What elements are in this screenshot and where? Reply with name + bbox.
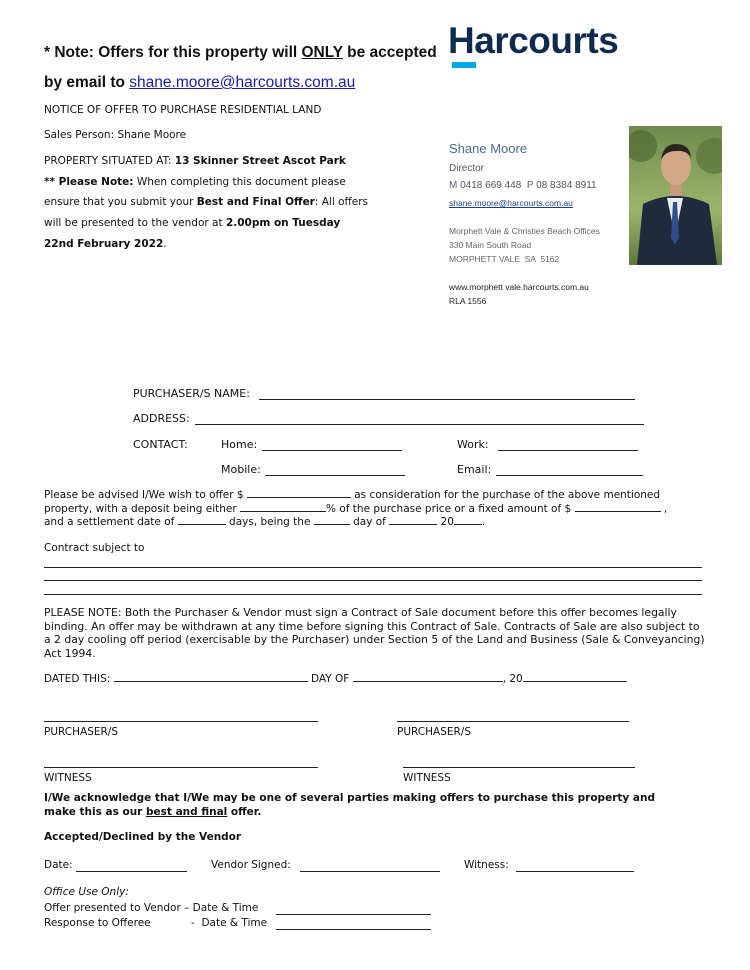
dated-year-field[interactable]	[523, 681, 627, 682]
acknowledge-line1: I/We acknowledge that I/We may be one of several parties making offers to purchase this property and	[44, 792, 655, 804]
email-field[interactable]	[496, 475, 643, 476]
offer-amount-field[interactable]	[247, 497, 351, 498]
settlement-days-field[interactable]	[178, 524, 226, 525]
offer-presented-field[interactable]	[276, 914, 431, 915]
vendor-date-field[interactable]	[76, 871, 187, 872]
vendor-heading: Accepted/Declined by the Vendor	[44, 831, 242, 843]
legal-note: PLEASE NOTE: Both the Purchaser & Vendor must sign a Contract of Sale document before this offer becomes legally binding. An offer may be withdrawn at any time before signing this Contract of Sale. Contracts of Sale are also subject to a 2 day cooling off period (exercisable by the Purchaser) under Section 5 of the Land and Business (Sale & Conveyancing) Act 1994.	[44, 606, 705, 660]
purchaser-label-left: PURCHASER/S	[44, 726, 118, 738]
response-datetime-label: - Date & Time	[191, 917, 271, 929]
acknowledge-line2: make this as our best and final offer.	[44, 806, 262, 818]
contact-label: CONTACT:	[133, 438, 188, 451]
please-note-line2: ensure that you submit your Best and Final Offer: All offers	[44, 196, 369, 208]
email-label: Email:	[457, 463, 492, 476]
purchaser-label-right: PURCHASER/S	[397, 726, 471, 738]
agent-photo	[629, 126, 722, 265]
offer-email-note: * Note: Offers for this property will ONLY be accepted	[44, 44, 437, 61]
notice-title: NOTICE OF OFFER TO PURCHASE RESIDENTIAL LAND	[44, 104, 322, 116]
work-label: Work:	[457, 438, 489, 451]
offer-email-link[interactable]: shane.moore@harcourts.com.au	[129, 74, 356, 91]
offer-line3: and a settlement date of days, being the day of 20 .	[44, 516, 486, 528]
office-name: Morphett Vale & Christies Beach Offices	[449, 226, 600, 236]
dated-line: DATED THIS: DAY OF , 20	[44, 673, 627, 685]
office-website: www.morphett vale.harcourts.com.au	[449, 282, 589, 292]
mobile-phone-field[interactable]	[265, 475, 405, 476]
please-note-line4: 22nd February 2022.	[44, 238, 167, 250]
settlement-day-field[interactable]	[314, 524, 350, 525]
agent-name: Shane Moore	[449, 141, 528, 156]
response-datetime-field[interactable]	[276, 929, 431, 930]
purchaser-name-field[interactable]	[259, 399, 635, 400]
agent-phones: M 0418 669 448 P 08 8384 8911	[449, 180, 597, 191]
witness-signature-right[interactable]	[403, 767, 635, 768]
sales-person: Sales Person: Shane Moore	[44, 129, 187, 141]
purchaser-name-label: PURCHASER/S NAME:	[133, 387, 254, 400]
offer-line1: Please be advised I/We wish to offer $ as consideration for the purchase of the above mentioned	[44, 489, 661, 501]
office-street: 330 Main South Road	[449, 240, 532, 250]
deposit-amount-field[interactable]	[575, 511, 661, 512]
contract-subject-line-1[interactable]	[44, 567, 702, 568]
harcourts-logo: Harcourts	[448, 20, 619, 61]
dated-day-field[interactable]	[114, 681, 308, 682]
settlement-year-field[interactable]	[454, 524, 482, 525]
contract-subject-label: Contract subject to	[44, 542, 145, 554]
vendor-witness-label: Witness:	[464, 859, 513, 871]
office-rla: RLA 1556	[449, 296, 487, 306]
work-phone-field[interactable]	[498, 450, 638, 451]
address-label: ADDRESS:	[133, 412, 194, 425]
agent-title: Director	[449, 163, 485, 174]
purchaser-signature-right[interactable]	[397, 721, 629, 722]
contract-subject-line-2[interactable]	[44, 580, 702, 581]
witness-label-left: WITNESS	[44, 772, 92, 784]
offer-presented-label: Offer presented to Vendor – Date & Time	[44, 902, 262, 914]
dated-month-field[interactable]	[353, 681, 503, 682]
offer-email-note-line2: by email to shane.moore@harcourts.com.au	[44, 74, 356, 91]
please-note-line3: will be presented to the vendor at 2.00pm on Tuesday	[44, 217, 341, 229]
logo-accent-bar	[452, 62, 476, 68]
offer-line2: property, with a deposit being either % of the purchase price or a fixed amount of $ ,	[44, 503, 668, 515]
office-suburb: MORPHETT VALE SA 5162	[449, 254, 560, 264]
vendor-signed-label: Vendor Signed:	[211, 859, 295, 871]
mobile-label: Mobile:	[221, 463, 261, 476]
agent-email-link[interactable]: shane.moore@harcourts.com.au	[449, 198, 573, 208]
vendor-signature-field[interactable]	[300, 871, 440, 872]
witness-label-right: WITNESS	[403, 772, 451, 784]
home-phone-field[interactable]	[262, 450, 402, 451]
settlement-month-field[interactable]	[389, 524, 437, 525]
contract-subject-line-3[interactable]	[44, 594, 702, 595]
property-address: PROPERTY SITUATED AT: 13 Skinner Street Ascot Park	[44, 155, 346, 167]
vendor-witness-field[interactable]	[516, 871, 634, 872]
home-label: Home:	[221, 438, 258, 451]
deposit-percent-field[interactable]	[240, 511, 326, 512]
vendor-date-label: Date:	[44, 859, 73, 871]
witness-signature-left[interactable]	[44, 767, 318, 768]
address-field[interactable]	[195, 424, 644, 425]
please-note-line1: ** Please Note: When completing this document please	[44, 176, 346, 188]
purchaser-signature-left[interactable]	[44, 721, 318, 722]
office-use-heading: Office Use Only:	[44, 886, 129, 898]
response-label: Response to Offeree	[44, 917, 151, 929]
